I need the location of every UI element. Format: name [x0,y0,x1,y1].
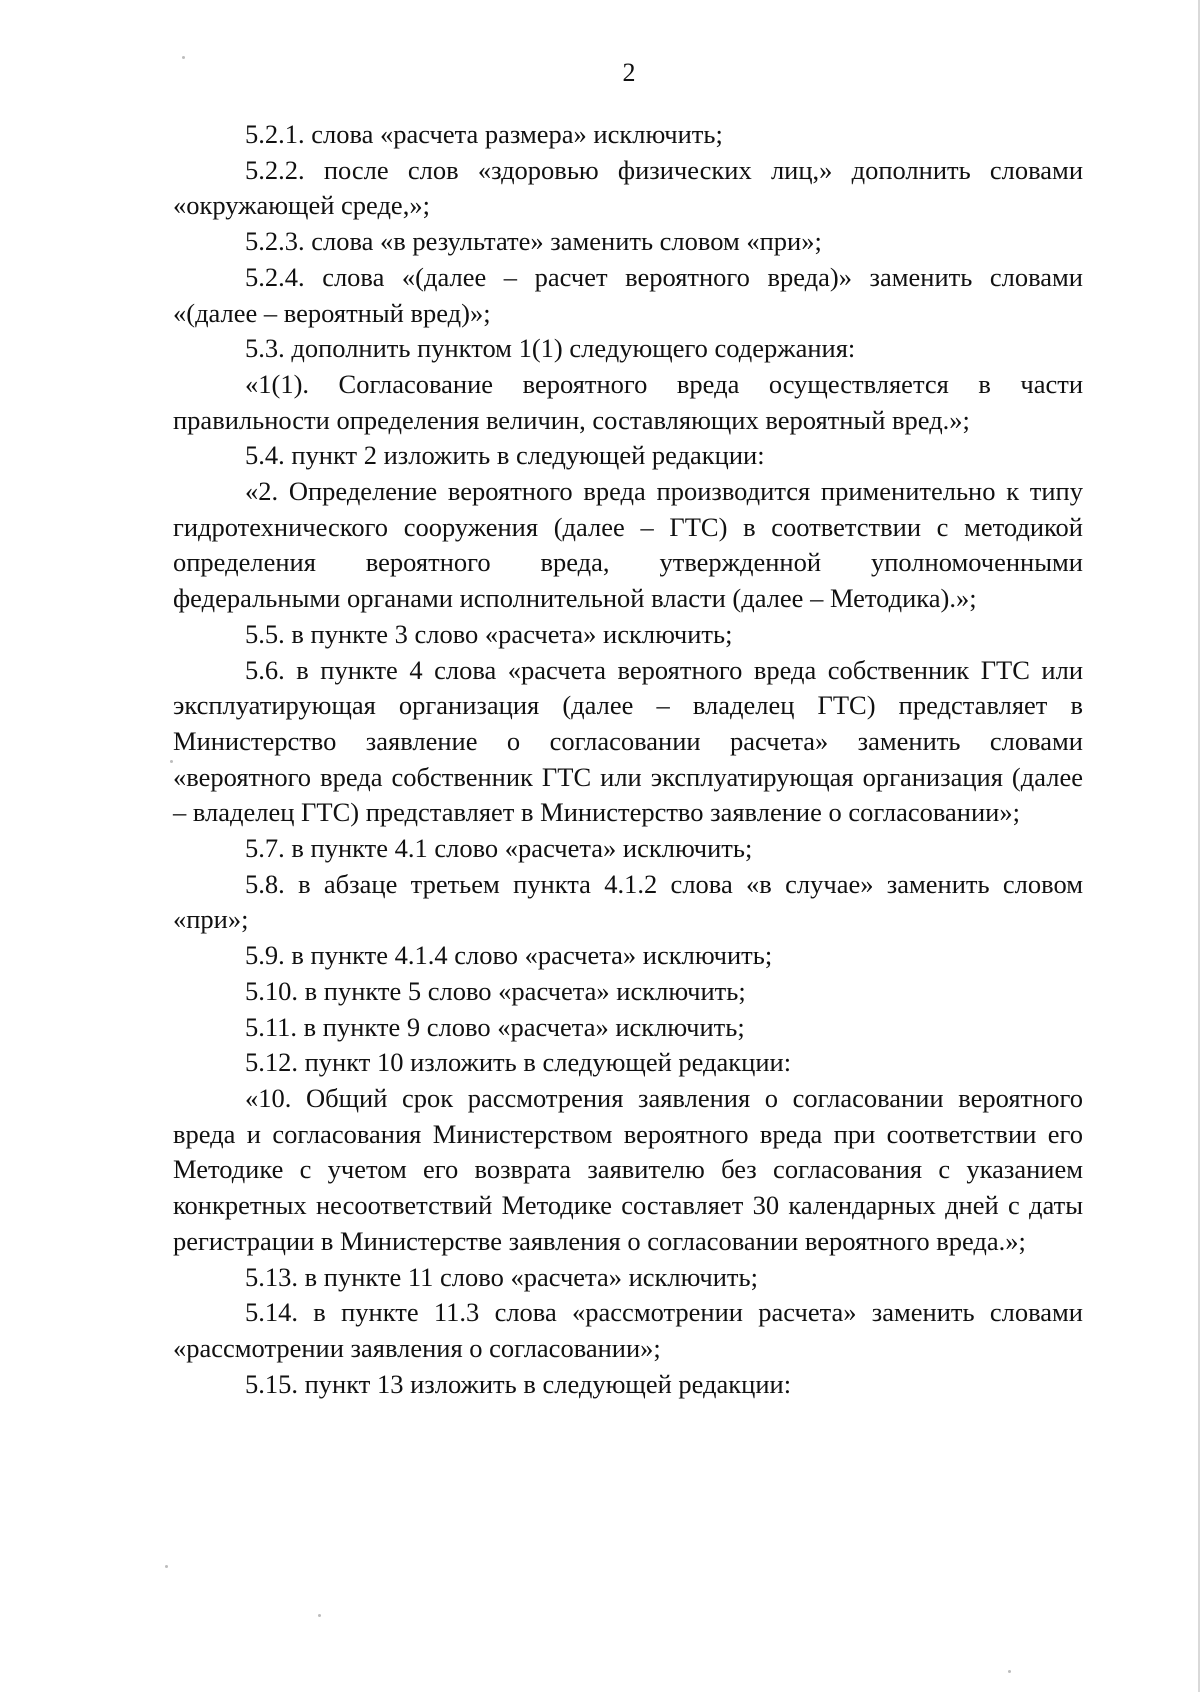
paragraph-5-8: 5.8. в абзаце третьем пункта 4.1.2 слова «в случае» заменить словом «при»; [173,868,1083,935]
paragraph-10-quote: «10. Общий срок рассмотрения заявления о согласовании вероятного вреда и согласования Министерством вероятного вреда при соответствии его Методике с учетом его возврата заявителю без согласования с указанием конкретных несоответствий Методике составляет 30 календарных дней с даты регистрации в Министерстве заявления о согласовании вероятного вреда.»; [173,1082,1083,1256]
scan-speck [318,1614,321,1617]
paragraph-5-5: 5.5. в пункте 3 слово «расчета» исключить; [245,618,733,649]
paragraph-5-2-3: 5.2.3. слова «в результате» заменить словом «при»; [245,226,822,257]
paragraph-5-2-4: 5.2.4. слова «(далее – расчет вероятного вреда)» заменить словами «(далее – вероятный вред)»; [173,261,1083,328]
paragraph-5-7: 5.7. в пункте 4.1 слово «расчета» исключить; [245,833,753,864]
paragraph-5-13: 5.13. в пункте 11 слово «расчета» исключить; [245,1261,758,1292]
paragraph-5-11: 5.11. в пункте 9 слово «расчета» исключить; [245,1011,745,1042]
scan-speck [1008,1670,1011,1673]
scan-speck [182,56,185,59]
paragraph-2-quote: «2. Определение вероятного вреда производится применительно к типу гидротехнического сооружения (далее – ГТС) в соответствии с методикой определения вероятного вреда, утвержденной уполномоченными федеральными органами исполнительной власти (далее – Методика).»; [173,476,1083,614]
paragraph-5-4: 5.4. пункт 2 изложить в следующей редакции: [245,440,765,471]
page-number: 2 [622,58,636,87]
paragraph-5-10: 5.10. в пункте 5 слово «расчета» исключить; [245,975,746,1006]
paragraph-5-15: 5.15. пункт 13 изложить в следующей редакции: [245,1368,792,1399]
paragraph-5-14: 5.14. в пункте 11.3 слова «рассмотрении расчета» заменить словами «рассмотрении заявления о согласовании»; [173,1297,1083,1363]
paragraph-5-12: 5.12. пункт 10 изложить в следующей редакции: [245,1047,792,1078]
paragraph-5-9: 5.9. в пункте 4.1.4 слово «расчета» исключить; [245,940,773,971]
scan-speck [165,1565,168,1568]
paragraph-5-3: 5.3. дополнить пунктом 1(1) следующего содержания: [245,333,856,364]
scan-speck [170,760,173,763]
document-body [173,117,1083,1402]
paragraph-5-2-2: 5.2.2. после слов «здоровью физических лиц,» дополнить словами «окружающей среде,»; [173,154,1083,221]
paragraph-5-2-1: 5.2.1. слова «расчета размера» исключить; [245,119,723,149]
paragraph-1-1-quote: «1(1). Согласование вероятного вреда осуществляется в части правильности определения величин, составляющих вероятный вред.»; [173,368,1083,435]
paragraph-5-6: 5.6. в пункте 4 слова «расчета вероятного вреда собственник ГТС или эксплуатирующая организация (далее – владелец ГТС) представляет в Министерство заявление о согласовании расчета» заменить словами «вероятного вреда собственник ГТС или эксплуатирующая организация (далее – владелец ГТС) представляет в Министерство заявление о согласовании»; [173,654,1083,828]
